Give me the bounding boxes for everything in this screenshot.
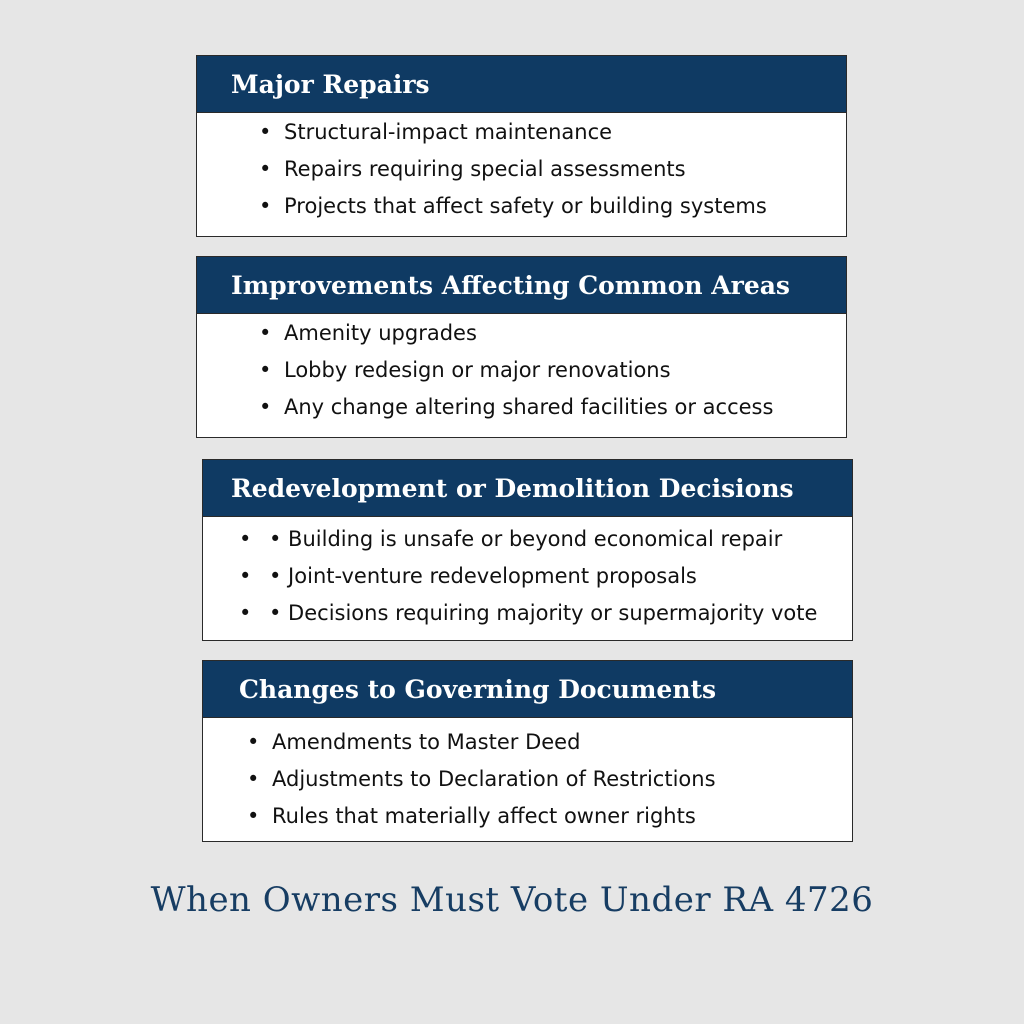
item-text: Structural-impact maintenance: [284, 120, 613, 144]
item-text: Lobby redesign or major renovations: [284, 358, 671, 382]
bullet-icon: •: [247, 804, 260, 828]
section-governing-documents: [202, 660, 853, 842]
bullet-icon: •: [259, 194, 272, 218]
bullet-icon: •: [239, 601, 252, 625]
bullet-icon: •: [247, 767, 260, 791]
item-text: Rules that materially affect owner rights: [272, 804, 696, 828]
item-text: Repairs requiring special assessments: [284, 157, 686, 181]
list-item: [203, 558, 852, 595]
list-item: [197, 315, 846, 352]
list-item: [203, 595, 852, 632]
list-item: [203, 798, 852, 835]
bullet-icon: •: [239, 564, 252, 588]
list-item: [197, 389, 846, 426]
page-title: When Owners Must Vote Under RA 4726: [150, 880, 874, 920]
list-item: [203, 521, 852, 558]
bullet-icon: •: [259, 157, 272, 181]
list-item: [197, 188, 846, 225]
item-text: Any change altering shared facilities or access: [284, 395, 774, 419]
bullet-icon: •: [259, 321, 272, 345]
section-heading: Changes to Governing Documents: [203, 661, 852, 718]
item-text: Amenity upgrades: [284, 321, 477, 345]
bullet-icon: •: [247, 730, 260, 754]
section-heading: Redevelopment or Demolition Decisions: [203, 460, 852, 517]
list-item: [197, 352, 846, 389]
list-item: [203, 761, 852, 798]
item-text: • Joint-venture redevelopment proposals: [269, 564, 697, 588]
list-item: [197, 151, 846, 188]
bullet-icon: •: [259, 358, 272, 382]
item-text: • Decisions requiring majority or supermajority vote: [269, 601, 818, 625]
list-item: [203, 724, 852, 761]
item-text: Amendments to Master Deed: [272, 730, 581, 754]
bullet-icon: •: [259, 120, 272, 144]
section-heading: Major Repairs: [197, 56, 846, 113]
section-major-repairs: [196, 55, 847, 237]
item-text: Adjustments to Declaration of Restrictions: [272, 767, 716, 791]
item-text: Projects that affect safety or building systems: [284, 194, 767, 218]
section-common-areas: [196, 256, 847, 438]
bullet-icon: •: [259, 395, 272, 419]
section-heading: Improvements Affecting Common Areas: [197, 257, 846, 314]
bullet-icon: •: [239, 527, 252, 551]
list-item: [197, 114, 846, 151]
item-text: • Building is unsafe or beyond economical repair: [269, 527, 783, 551]
section-redevelopment: [202, 459, 853, 641]
